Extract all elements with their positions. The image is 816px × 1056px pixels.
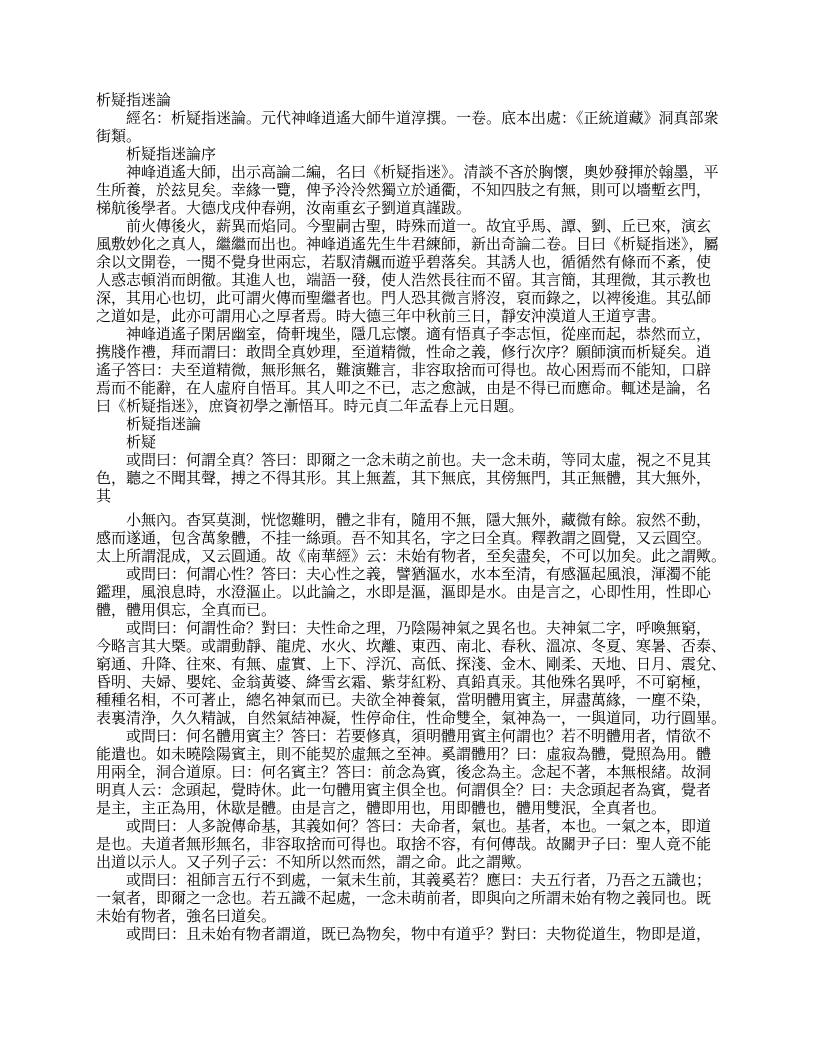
text-line: 是也。夫道者無形無名，非容取捨而可得也。取捨不容，有何傳哉。故關尹子曰：聖人竟不能 xyxy=(96,837,712,853)
text-line: 析疑 xyxy=(96,435,157,451)
text-line: 前火傳後火，薪異而焰同。今聖嗣古聖，時殊而道一。故宜乎馬、譚、劉、丘已來，演玄 xyxy=(96,219,712,235)
text-line: 風敷妙化之真人，繼繼而出也。神峰逍遙先生牛君練師，新出奇論二卷。目曰《析疑指迷》，屬 xyxy=(96,237,719,253)
text-line: 或問曰：何謂心性？答曰：夫心性之義，譬猶漚水，水本至清，有感漚起風浪，渾濁不能 xyxy=(96,567,712,583)
text-line: 或問曰：祖師言五行不到處，一氣未生前，其義奚若？應曰：夫五行者，乃吾之五識也； xyxy=(96,873,712,889)
text-line: 神峰逍遙大師，出示高論二編，名曰《析疑指迷》。清談不吝於胸懷，奧妙發揮於翰墨，平 xyxy=(96,165,719,181)
text-line: 析疑指迷論 xyxy=(96,417,202,433)
document-text xyxy=(96,92,728,944)
text-line: 遙子答曰：夫至道精微，無形無名，難演難言，非容取捨而可得也。故心困焉而不能知，口辟 xyxy=(96,363,712,379)
text-line: 街類。 xyxy=(96,129,142,145)
text-line: 一氣者，即爾之一念也。若五識不起處，一念未萌前者，即與向之所謂未始有物之義同也。既 xyxy=(96,891,712,907)
text-line: 小無內。杳冥莫測，恍惚難明，體之非有，隨用不無，隱大無外，藏微有餘。寂然不動， xyxy=(96,513,712,529)
text-line: 曰《析疑指迷》，庶資初學之漸悟耳。時元貞二年孟春上元日題。 xyxy=(96,399,524,415)
text-line: 神峰逍遙子閑居幽室，倚軒塊坐，隱几忘懷。適有悟真子李志恒，從座而起，恭然而立， xyxy=(96,327,712,343)
text-line: 焉而不能辭，在人虛府自悟耳。其人叩之不已，志之愈誠，由是不得已而應命。輒述是論，名 xyxy=(96,381,712,397)
text-line: 體，體用俱忘，全真而已。 xyxy=(96,603,277,619)
text-line: 鑑理，風浪息時，水澄漚止。以此論之，水即是漚，漚即是水。由是言之，心即性用，性即心 xyxy=(96,585,712,601)
text-line: 能遣也。如未曉陰陽賓主，則不能契於虛無之至神。奚謂體用？曰：虛寂為體，覺照為用。體 xyxy=(96,747,712,763)
text-line: 或問曰：何名體用賓主？答曰：若要修真，須明體用賓主何謂也？若不明體用者，情欲不 xyxy=(96,729,712,745)
text-line: 太上所謂混成，又云圓通。故《南華經》云：未始有物者，至矣盡矣，不可以加矣。此之謂歟。 xyxy=(96,549,727,565)
text-line: 携牋作禮，拜而謂曰：敢問全真妙理，至道精微，性命之義，修行次序？願師演而析疑矣。逍 xyxy=(96,345,712,361)
text-line: 析疑指迷論 xyxy=(96,93,172,109)
text-line: 其 xyxy=(96,489,112,505)
text-line: 昏明、夫婦、嬰姹、金翁黃婆、絳雪玄霜、紫芽紅粉、真鉛真汞。其他殊名異呼，不可窮極， xyxy=(96,675,712,691)
text-line: 析疑指迷論序 xyxy=(96,147,217,163)
text-line: 或問曰：何謂性命？對曰：夫性命之理，乃陰陽神氣之異名也。夫神氣二字，呼喚無窮， xyxy=(96,621,712,637)
text-line: 或問曰：何謂全真？答曰：即爾之一念未萌之前也。夫一念未萌，等同太虛，視之不見其 xyxy=(96,453,712,469)
text-line: 窮通、升降、往來、有無、虛實、上下、浮沉、高低、探淺、金木、剛柔、天地、日月、震兌、 xyxy=(96,657,727,673)
text-line: 生所養，於玆見矣。幸緣一覽，俾予泠泠然獨立於通衢，不知四肢之有無，則可以墻塹玄門， xyxy=(96,183,712,199)
text-line: 感而遂通，包含萬象體，不挂一絲頭。吾不知其名，字之曰全真。釋教謂之圓覺，又云圓空。 xyxy=(96,531,712,547)
text-line: 梯航後學者。大德戊戌仲春朔，汝南重玄子劉道真謹跋。 xyxy=(96,201,472,217)
text-line: 未始有物者，強名曰道矣。 xyxy=(96,909,277,925)
text-line: 或問曰：且未始有物者謂道，既已為物矣，物中有道乎？對曰：夫物從道生，物即是道， xyxy=(96,927,712,943)
text-line: 色，聽之不聞其聲，搏之不得其形。其上無蓋，其下無底，其傍無門，其正無體，其大無外， xyxy=(96,471,712,487)
text-line: 是主，主正為用，休歇是體。由是言之，體即用也，用即體也，體用雙泯，全真者也。 xyxy=(96,801,667,817)
text-line: 余以文開卷，一閱不覺身世兩忘，若馭清飆而遊乎碧落矣。其誘人也，循循然有條而不紊，使 xyxy=(96,255,712,271)
text-line: 經名：析疑指迷論。元代神峰逍遙大師牛道淳撰。一卷。底本出處：《正統道藏》洞真部衆 xyxy=(96,111,719,127)
text-line: 人惑志頓消而朗徹。其進人也，端語一發，使人浩然長往而不留。其言簡，其理微，其示教也 xyxy=(96,273,712,289)
text-line: 明真人云：念頭起，覺時休。此一句體用賓主俱全也。何謂俱全？曰：夫念頭起者為賓，覺者 xyxy=(96,783,712,799)
text-line: 或問曰：人多說傳命基，其義如何？答曰：夫命者，氣也。基者，本也。一氣之本，即道 xyxy=(96,819,712,835)
text-line: 用兩全，洞合道原。曰：何名賓主？答曰：前念為賓，後念為主。念起不著，本無根緒。故洞 xyxy=(96,765,712,781)
text-line: 深，其用心也切，此可謂火傳而聖繼者也。門人恐其微言將沒，裒而錄之，以裨後進。其弘師 xyxy=(96,291,712,307)
text-line: 種種名相，不可著止，總名神氣而已。夫欲全神養氣，當明體用賓主，屏盡萬緣，一塵不染， xyxy=(96,693,712,709)
text-line: 表裏清浄，久久精誠，自然氣結神凝，性停命住，性命雙全，氣神為一，一與道同，功行圓畢。 xyxy=(96,711,727,727)
text-line: 之道如是，此亦可謂用心之厚者焉。時大德三年中秋前三日，靜安沖漠道人王道亨書。 xyxy=(96,309,667,325)
text-line: 今略言其大槩。或謂動靜、龍虎、水火、坎離、東西、南北、春秋、溫凉、冬夏、寒暑、否泰、 xyxy=(96,639,727,655)
text-line: 出道以示人。又子列子云：不知所以然而然，謂之命。此之謂歟。 xyxy=(96,855,532,871)
